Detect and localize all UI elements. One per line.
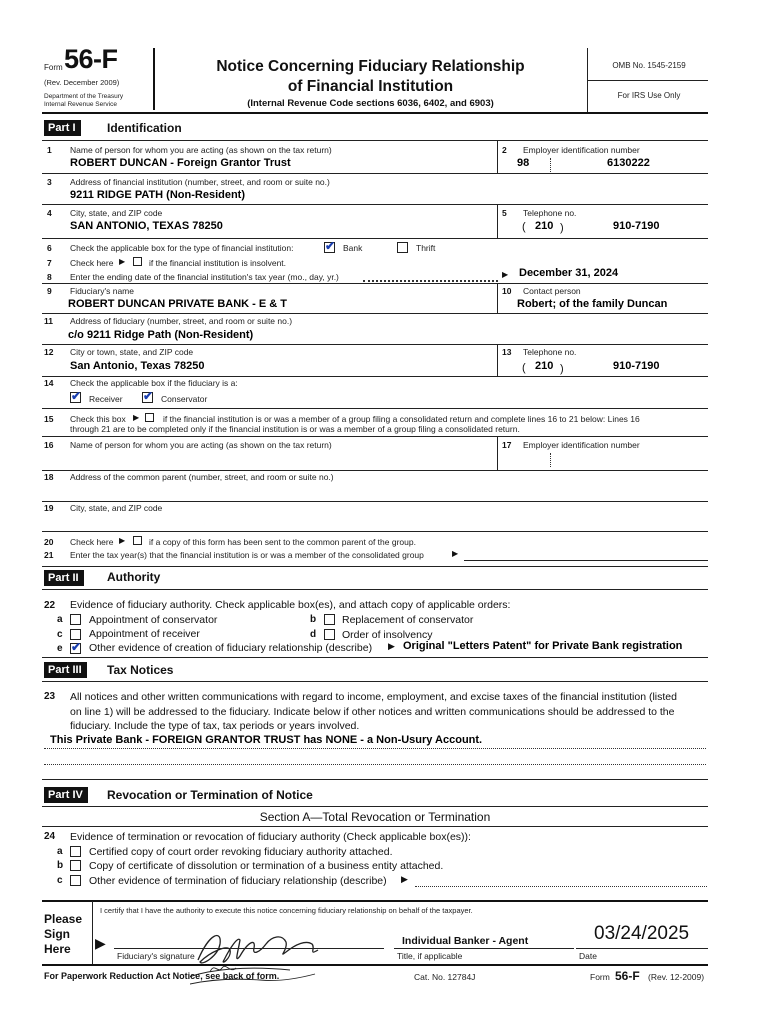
- court-order-checkbox[interactable]: [70, 846, 81, 857]
- line-15-num: 15: [44, 414, 54, 424]
- line-24-label: Evidence of termination or revocation of fiduciary authority (Check applicable box(es)):: [70, 831, 471, 843]
- option-c-text: Appointment of receiver: [89, 628, 200, 640]
- area-paren-open: (: [522, 221, 526, 233]
- line-24-num: 24: [44, 831, 56, 842]
- line-19-num: 19: [44, 503, 54, 513]
- line-22-label: Evidence of fiduciary authority. Check applicable box(es), and attach copy of applicable orders:: [70, 599, 511, 611]
- line-23-num: 23: [44, 691, 56, 702]
- arrow-right-icon: ▶: [452, 549, 459, 558]
- line-13-label: Telephone no.: [523, 347, 577, 357]
- line-6-label: Check the applicable box for the type of financial institution:: [70, 243, 294, 253]
- p4-option-c-text: Other evidence of termination of fiduciary relationship (describe): [89, 875, 387, 887]
- fiduciary-area-code[interactable]: 210: [535, 360, 554, 372]
- line-8-value[interactable]: December 31, 2024: [519, 267, 619, 279]
- area-paren-open-2: (: [522, 362, 526, 374]
- here-text: Here: [44, 942, 71, 956]
- appointment-receiver-checkbox[interactable]: [70, 629, 81, 640]
- line-5-label: Telephone no.: [523, 208, 577, 218]
- option-e-letter: e: [57, 643, 63, 654]
- paperwork-notice: For Paperwork Reduction Act Notice, see back of form.: [44, 971, 280, 981]
- p4-option-a-letter: a: [57, 846, 63, 857]
- line-3-num: 3: [47, 177, 52, 187]
- other-evidence-check-mark: ✔: [71, 640, 82, 654]
- part-1-label: Part I: [44, 120, 81, 136]
- part-2-title: Authority: [107, 570, 161, 584]
- line-1-value[interactable]: ROBERT DUNCAN - Foreign Grantor Trust: [70, 157, 291, 169]
- ein-prefix[interactable]: 98: [517, 157, 530, 169]
- p4-option-b-letter: b: [57, 860, 64, 871]
- option-e-value[interactable]: Original "Letters Patent" for Private Bank registration: [403, 640, 683, 652]
- please-text: Please: [44, 912, 83, 926]
- line-10-num: 10: [502, 286, 512, 296]
- triangle-right-icon: ▶: [95, 935, 106, 951]
- line-11-label: Address of fiduciary (number, street, and room or suite no.): [70, 316, 293, 326]
- line-12-num: 12: [44, 347, 54, 357]
- option-a-letter: a: [57, 614, 63, 625]
- line-20-num: 20: [44, 537, 54, 547]
- line-8-label: Enter the ending date of the financial institution's tax year (mo., day, yr.): [70, 272, 339, 282]
- line-15-label-b: if the financial institution is or was a member of a group filing a consolidated return and complete lines 16 to 21 below: Lines 16: [163, 414, 640, 424]
- line-7-label-b: if the financial institution is insolvent.: [149, 258, 287, 268]
- line-17-label: Employer identification number: [523, 440, 640, 450]
- conservator-check-mark: ✔: [143, 389, 154, 403]
- line-13-num: 13: [502, 347, 512, 357]
- line-4-num: 4: [47, 208, 52, 218]
- irs-use-only: For IRS Use Only: [617, 91, 681, 100]
- certify-statement: I certify that I have the authority to execute this notice concerning fiduciary relationship on behalf of the taxpayer.: [100, 906, 473, 915]
- area-paren-close-2: ): [560, 363, 564, 375]
- line-15-label-c: through 21 are to be completed only if the financial institution is or was a member of a group filing a consolidated return.: [70, 424, 520, 434]
- line-9-num: 9: [47, 286, 52, 296]
- other-termination-checkbox[interactable]: [70, 875, 81, 886]
- bank-check-mark: ✔: [325, 239, 336, 253]
- line-17-num: 17: [502, 440, 512, 450]
- line-22-num: 22: [44, 600, 56, 611]
- line-6-num: 6: [47, 243, 52, 253]
- footer-form-number: 56-F: [615, 969, 640, 983]
- part-3-label: Part III: [44, 662, 87, 678]
- form-title-line1: Notice Concerning Fiduciary Relationship: [216, 58, 525, 75]
- ein-suffix[interactable]: 6130222: [607, 157, 650, 169]
- dissolution-certificate-checkbox[interactable]: [70, 860, 81, 871]
- part-3-title: Tax Notices: [107, 663, 174, 677]
- line-11-num: 11: [44, 316, 53, 326]
- consolidated-group-checkbox[interactable]: [145, 413, 154, 422]
- copy-sent-checkbox[interactable]: [133, 536, 142, 545]
- footer-form-word: Form: [590, 972, 610, 982]
- part-1-title: Identification: [107, 121, 182, 135]
- line-7-label-a: Check here: [70, 258, 114, 268]
- p4-option-a-text: Certified copy of court order revoking fiduciary authority attached.: [89, 846, 393, 858]
- option-d-letter: d: [310, 629, 317, 640]
- part-4-title: Revocation or Termination of Notice: [107, 788, 313, 802]
- line-21-num: 21: [44, 550, 54, 560]
- sign-text: Sign: [44, 927, 70, 941]
- omb-number: OMB No. 1545-2159: [612, 61, 686, 70]
- line-10-label: Contact person: [523, 286, 581, 296]
- line-1-label: Name of person for whom you are acting (as shown on the tax return): [70, 145, 332, 155]
- catalog-number: Cat. No. 12784J: [414, 972, 476, 982]
- option-b-text: Replacement of conservator: [342, 614, 474, 626]
- option-c-letter: c: [57, 629, 63, 640]
- receiver-check-mark: ✔: [71, 389, 82, 403]
- line-20-label-a: Check here: [70, 537, 114, 547]
- irs-line: Internal Revenue Service: [44, 101, 117, 108]
- line-23-text-1: All notices and other written communications with regard to income, employment, and excise taxes of the financial institution (listed: [70, 691, 677, 703]
- option-e-text: Other evidence of creation of fiduciary relationship (describe): [89, 642, 373, 654]
- p4-option-b-text: Copy of certificate of dissolution or termination of a business entity attached.: [89, 860, 444, 872]
- line-1-num: 1: [47, 145, 52, 155]
- line-16-num: 16: [44, 440, 54, 450]
- line-18-label: Address of the common parent (number, street, and room or suite no.): [70, 472, 334, 482]
- arrow-right-icon: ▶: [119, 257, 126, 266]
- line-9-label: Fiduciary's name: [70, 286, 134, 296]
- title-value[interactable]: Individual Banker - Agent: [402, 935, 529, 947]
- option-a-text: Appointment of conservator: [89, 614, 218, 626]
- line-16-label: Name of person for whom you are acting (as shown on the tax return): [70, 440, 332, 450]
- arrow-right-icon: ▶: [119, 536, 126, 545]
- thrift-checkbox[interactable]: [397, 242, 408, 253]
- signature-date[interactable]: 03/24/2025: [594, 923, 690, 944]
- insolvent-checkbox[interactable]: [133, 257, 142, 266]
- line-23-text-2: on line 1) will be addressed to the fiduciary. Indicate below if other notices and written communications should be addressed to the: [70, 706, 675, 718]
- arrow-right-icon: ▶: [133, 413, 140, 422]
- date-label: Date: [579, 951, 597, 961]
- arrow-right-icon: ▶: [388, 641, 395, 651]
- line-2-num: 2: [502, 145, 507, 155]
- line-3-value[interactable]: 9211 RIDGE PATH (Non-Resident): [70, 189, 246, 201]
- line-15-label-a: Check this box: [70, 414, 126, 424]
- line-19-label: City, state, and ZIP code: [70, 503, 163, 513]
- area-paren-close: ): [560, 222, 564, 234]
- appointment-conservator-checkbox[interactable]: [70, 614, 81, 625]
- p4-option-c-letter: c: [57, 875, 63, 886]
- arrow-right-icon: ▶: [502, 270, 509, 279]
- line-9-value[interactable]: ROBERT DUNCAN PRIVATE BANK - E & T: [68, 298, 287, 310]
- line-12-value[interactable]: San Antonio, Texas 78250: [70, 360, 205, 372]
- line-11-value[interactable]: c/o 9211 Ridge Path (Non-Resident): [68, 329, 254, 341]
- department-line: Department of the Treasury: [44, 93, 124, 100]
- line-8-num: 8: [47, 272, 52, 282]
- line-20-label-b: if a copy of this form has been sent to the common parent of the group.: [149, 537, 416, 547]
- form-number: 56-F: [64, 44, 118, 74]
- form-word: Form: [44, 63, 63, 72]
- form-revision: (Rev. December 2009): [44, 78, 120, 87]
- section-a-heading: Section A—Total Revocation or Termination: [259, 810, 491, 824]
- phone-area-code[interactable]: 210: [535, 220, 554, 232]
- line-21-label: Enter the tax year(s) that the financial institution is or was a member of the consolidated group: [70, 550, 424, 560]
- receiver-option-label: Receiver: [89, 394, 123, 404]
- line-7-num: 7: [47, 258, 52, 268]
- line-14-num: 14: [44, 378, 54, 388]
- replacement-conservator-checkbox[interactable]: [324, 614, 335, 625]
- option-b-letter: b: [310, 614, 317, 625]
- fiduciary-phone-number[interactable]: 910-7190: [613, 360, 660, 372]
- form-title-line2: of Financial Institution: [287, 78, 454, 95]
- part-4-label: Part IV: [44, 787, 88, 803]
- line-23-value[interactable]: This Private Bank - FOREIGN GRANTOR TRUST has NONE - a Non-Usury Account.: [50, 734, 483, 746]
- signature-label: Fiduciary's signature: [117, 951, 195, 961]
- line-12-label: City or town, state, and ZIP code: [70, 347, 194, 357]
- form-title-sub: (Internal Revenue Code sections 6036, 6402, and 6903): [247, 98, 494, 109]
- line-18-num: 18: [44, 472, 54, 482]
- part-2-label: Part II: [44, 570, 84, 586]
- arrow-right-icon: ▶: [401, 874, 408, 884]
- line-10-value[interactable]: Robert; of the family Duncan: [517, 298, 668, 310]
- bank-option-label: Bank: [343, 243, 363, 253]
- order-insolvency-checkbox[interactable]: [324, 629, 335, 640]
- title-label: Title, if applicable: [397, 951, 463, 961]
- phone-number[interactable]: 910-7190: [613, 220, 660, 232]
- line-14-label: Check the applicable box if the fiduciary is a:: [70, 378, 238, 388]
- conservator-option-label: Conservator: [161, 394, 208, 404]
- thrift-option-label: Thrift: [416, 243, 436, 253]
- line-2-label: Employer identification number: [523, 145, 640, 155]
- line-3-label: Address of financial institution (number, street, and room or suite no.): [70, 177, 330, 187]
- fiduciary-signature-image: [190, 922, 330, 994]
- line-4-value[interactable]: SAN ANTONIO, TEXAS 78250: [70, 220, 223, 232]
- line-23-text-3: fiduciary. Include the type of tax, tax periods or years involved.: [70, 720, 360, 732]
- line-5-num: 5: [502, 208, 507, 218]
- footer-revision: (Rev. 12-2009): [648, 972, 705, 982]
- line-4-label: City, state, and ZIP code: [70, 208, 163, 218]
- option-d-text: Order of insolvency: [342, 629, 433, 641]
